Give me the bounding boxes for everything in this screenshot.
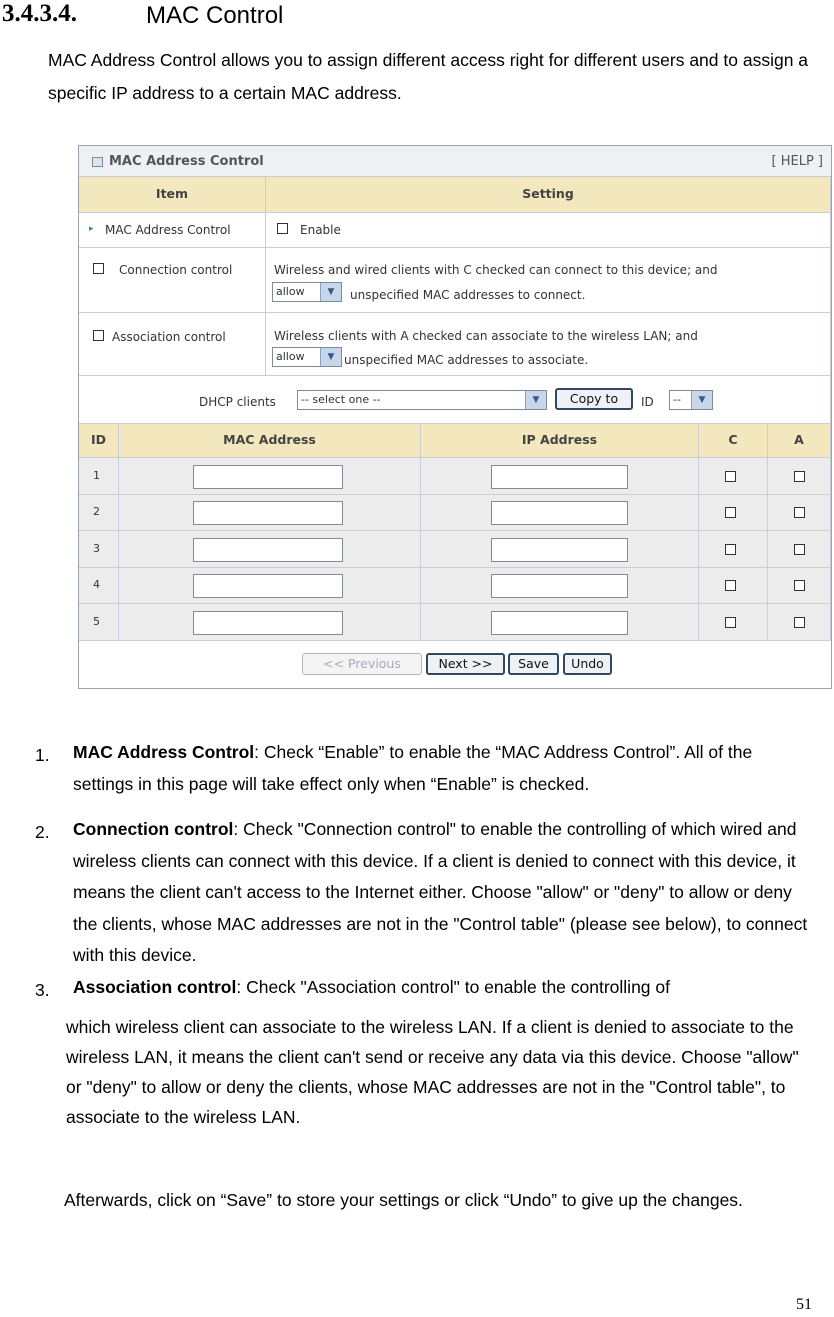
ip-address-input[interactable] [491,574,628,598]
mac-control-label-cell [79,213,266,248]
save-button[interactable]: Save [508,653,559,675]
c-checkbox-cell [699,568,768,604]
c-checkbox-cell [699,604,768,641]
associate-checkbox[interactable] [794,471,805,482]
associate-checkbox[interactable] [794,544,805,555]
connect-checkbox[interactable] [725,617,736,628]
mac-address-input[interactable] [193,611,343,635]
ip-address-cell [421,458,699,495]
c-checkbox-cell [699,495,768,531]
item-1-title: MAC Address Control [73,742,255,762]
chevron-down-icon: ▼ [320,348,341,366]
connection-control-label: Connection control [119,263,233,277]
mac-address-cell [119,458,421,495]
c-column-header: C [699,424,768,458]
association-text-1: Wireless clients with A checked can associate to the wireless LAN; and [274,329,698,343]
connection-control-checkbox[interactable] [93,263,104,274]
chevron-down-icon: ▼ [525,391,546,409]
connection-allow-select[interactable] [272,282,342,302]
mac-address-cell [119,604,421,641]
mac-address-cell [119,531,421,568]
connection-text-1: Wireless and wired clients with C checked can connect to this device; and [274,263,718,277]
ip-address-cell [421,495,699,531]
item-3-text: : Check "Association control" to enable the controlling of [236,977,670,997]
association-allow-select[interactable] [272,347,342,367]
connection-select-value: allow [276,285,305,298]
mac-control-setting-cell [266,213,831,248]
mac-column-header: MAC Address [119,424,421,458]
ip-address-input[interactable] [491,501,628,525]
setting-header: Setting [266,177,831,213]
next-button[interactable]: Next >> [426,653,505,675]
associate-checkbox[interactable] [794,580,805,591]
dhcp-label: DHCP clients [199,395,276,409]
ip-address-cell [421,604,699,641]
id-select-value: -- [673,393,681,406]
a-checkbox-cell [768,458,831,495]
item-2-title: Connection control [73,819,234,839]
association-select-value: allow [276,350,305,363]
ip-column-header: IP Address [421,424,699,458]
connection-control-setting-cell [266,248,831,313]
table-row-id-cell [79,458,119,495]
chevron-down-icon: ▼ [691,391,712,409]
table-row-id-cell [79,604,119,641]
dhcp-clients-select[interactable] [297,390,547,410]
enable-label: Enable [300,223,341,237]
mac-address-cell [119,495,421,531]
c-checkbox-cell [699,458,768,495]
id-select[interactable] [669,390,713,410]
ip-address-input[interactable] [491,611,628,635]
mac-address-input[interactable] [193,465,343,489]
button-bar [79,641,831,688]
id-column-header: ID [79,424,119,458]
c-checkbox-cell [699,531,768,568]
association-control-setting-cell [266,313,831,376]
a-checkbox-cell [768,495,831,531]
row-id: 5 [93,614,100,628]
associate-checkbox[interactable] [794,507,805,518]
row-id: 4 [93,578,100,591]
dhcp-row [79,376,831,424]
table-row-id-cell [79,568,119,604]
id-label: ID [641,395,654,409]
connect-checkbox[interactable] [725,507,736,518]
connection-text-2: unspecified MAC addresses to connect. [350,288,586,302]
page-number: 51 [796,1296,812,1313]
connection-control-label-cell [79,248,266,313]
mac-address-input[interactable] [193,501,343,525]
table-row-id-cell [79,531,119,568]
item-2 [73,814,808,972]
item-1-text: : Check “Enable” to enable the “MAC Address Control”. All of the settings in this page will take effect only when “Enable” is checked. [73,742,753,794]
ip-address-input[interactable] [491,538,628,562]
connect-checkbox[interactable] [725,471,736,482]
panel-title: MAC Address Control [109,154,264,169]
association-control-checkbox[interactable] [93,330,104,341]
chevron-down-icon: ▼ [320,283,341,301]
item-header: Item [79,177,266,213]
copy-to-button[interactable]: Copy to [555,388,633,410]
table-row-id-cell [79,495,119,531]
mac-control-label: MAC Address Control [105,223,231,237]
item-1 [73,737,808,800]
a-column-header: A [768,424,831,458]
undo-button[interactable]: Undo [563,653,612,675]
a-checkbox-cell [768,568,831,604]
enable-checkbox[interactable] [277,223,288,234]
intro-paragraph: MAC Address Control allows you to assign different access right for different users and to assign a specific IP address to a certain MAC address. [48,50,809,103]
section-number: 3.4.3.4. [2,0,77,27]
mac-address-cell [119,568,421,604]
mac-address-input[interactable] [193,574,343,598]
window-icon [92,157,103,167]
section-title: MAC Control [146,2,284,29]
item-3-title: Association control [73,977,237,997]
item-3 [73,972,813,1004]
item-2-number: 2. [35,822,50,842]
a-checkbox-cell [768,531,831,568]
mac-address-input[interactable] [193,538,343,562]
dhcp-select-value: -- select one -- [301,393,381,406]
item-1-number: 1. [35,745,50,765]
a-checkbox-cell [768,604,831,641]
ip-address-input[interactable] [491,465,628,489]
connect-checkbox[interactable] [725,580,736,591]
closing-paragraph: Afterwards, click on “Save” to store your settings or click “Undo” to give up the changes. [64,1190,743,1210]
associate-checkbox[interactable] [794,617,805,628]
item-3-continuation: which wireless client can associate to the wireless LAN. If a client is denied to associate to the wireless LAN, it means the client can't send or receive any data via this device. Choose "allow" or "deny" to allow or deny the clients, whose MAC addresses are not in the "Control table", to associate to the wireless LAN. [66,1017,799,1127]
previous-button[interactable]: << Previous [302,653,422,675]
row-id: 1 [93,468,100,482]
row-id: 2 [93,505,100,518]
help-link[interactable]: [ HELP ] [771,154,823,169]
panel-header [79,146,831,177]
item-2-text: : Check "Connection control" to enable the controlling of which wired and wireless clients can connect with this device. If a client is denied to connect with this device, it means the client can't access to the Internet either. Choose "allow" or "deny" to allow or deny the clients, whose MAC addresses are not in the "Control table" (please see below), to connect with this device. [73,819,808,965]
row-id: 3 [93,541,100,555]
mac-address-control-panel [78,145,832,689]
association-control-label-cell [79,313,266,376]
ip-address-cell [421,568,699,604]
ip-address-cell [421,531,699,568]
item-3-number: 3. [35,980,50,1000]
association-control-label: Association control [112,330,226,344]
association-text-2: unspecified MAC addresses to associate. [344,353,589,367]
bullet-arrow-icon: ▸ [89,224,94,234]
connect-checkbox[interactable] [725,544,736,555]
